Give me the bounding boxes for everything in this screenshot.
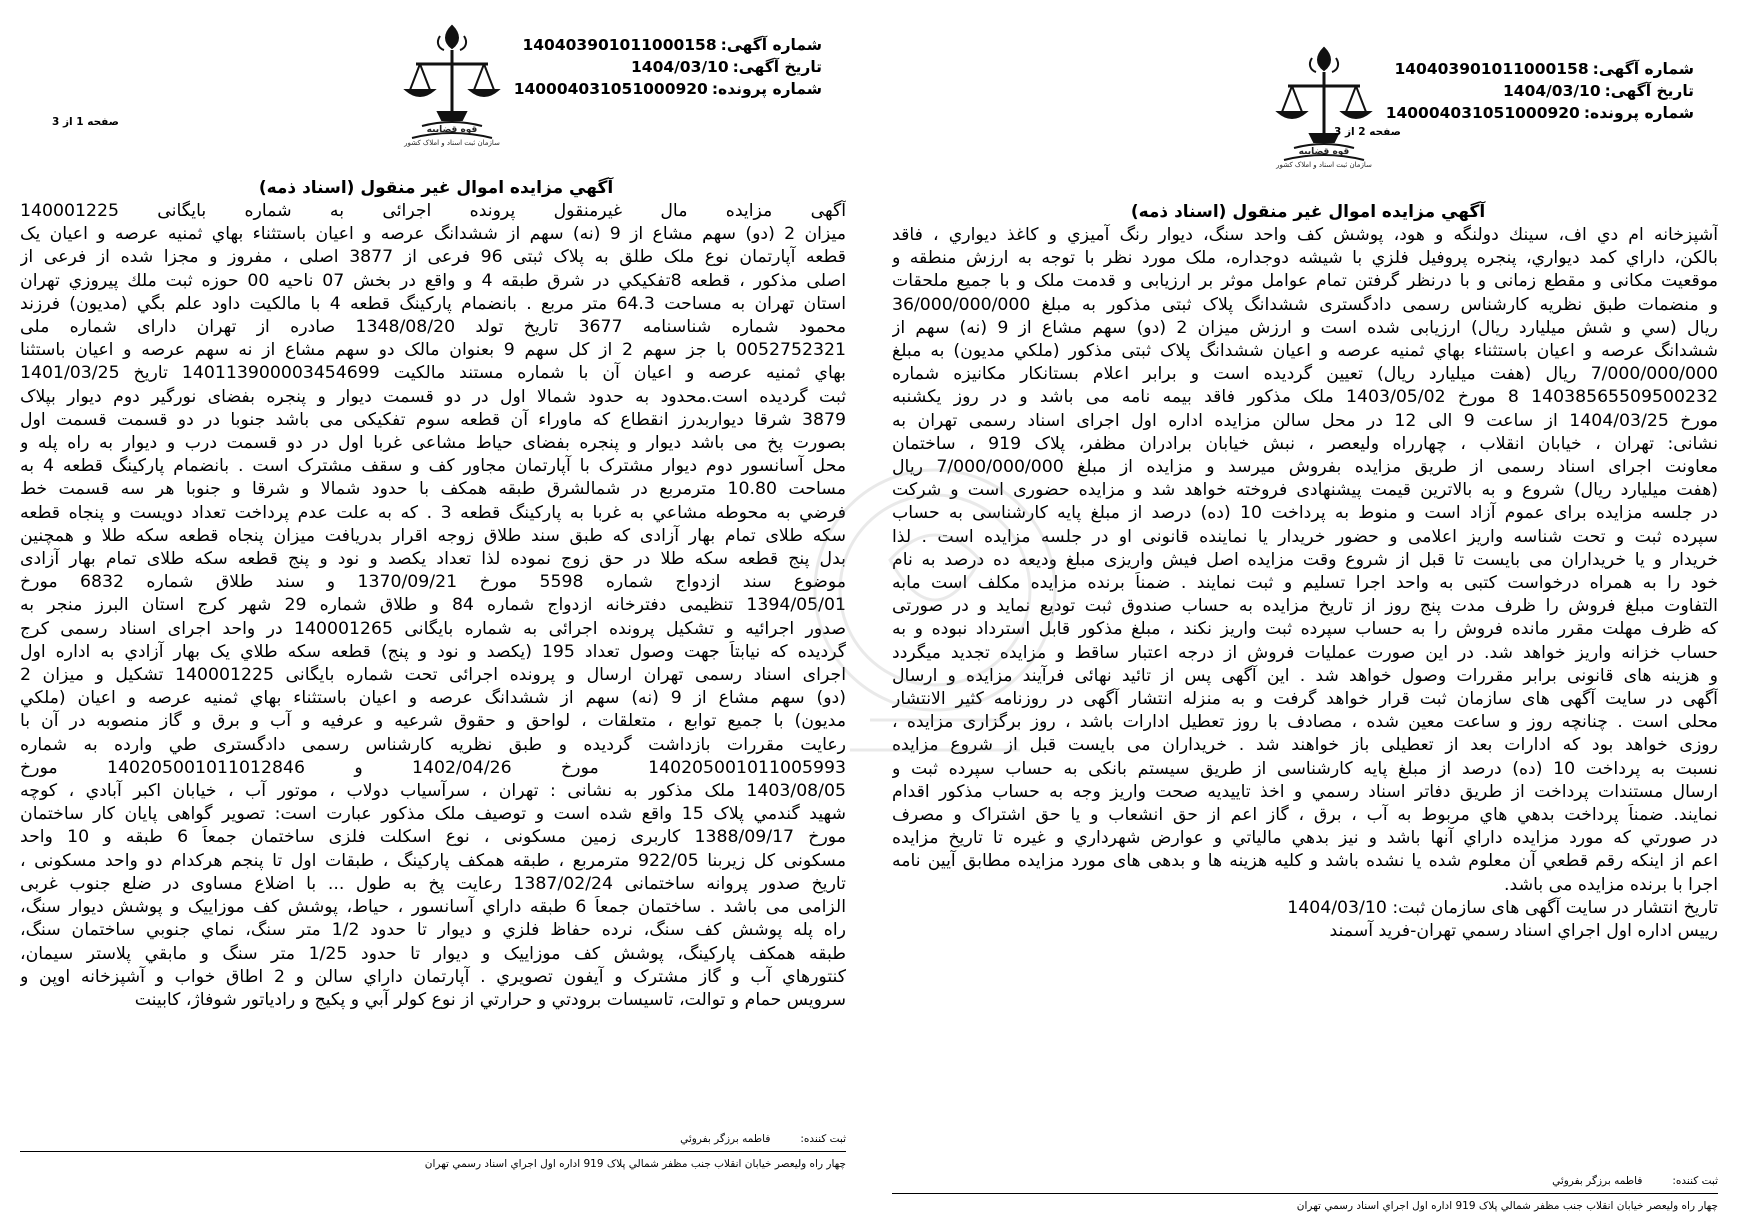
- body-line: موقعیت مکانی و مقطع زمانی و با درنظر گرفتن تمام عوامل موثر بر ارزیابی و قدمت ملک و با جمیع ملحقات: [892, 271, 1718, 292]
- body-line: محمود شماره شناسنامه 3677 تاریخ تولد 1348/08/20 صادره از تهران دارای شماره ملی: [20, 317, 846, 338]
- office-address: چهار راه ولیعصر خیابان انقلاب جنب مظفر شمالي پلاک 919 اداره اول اجراي اسناد رسمي تهران: [424, 1158, 846, 1170]
- body-line: آگهی مزایده مال غیرمنقول پرونده اجرائی به شماره بایگانی 140001225: [20, 201, 846, 221]
- body-line: بدل پنج قطعه سکه طلا در حق زوج نموده لذا تعداد یکصد و نود و پنج قطعه سکه طلای تمام بهار آزادی: [20, 549, 846, 570]
- body-line: سکه طلای تمام بهار آزادی که طبق سند طلاق زوجه اقرار بدریافت میزان پنجاه قطعه سکه طلا و همچنین: [20, 525, 846, 546]
- body-line: اجرا با برنده مزایده می باشد.: [1504, 874, 1718, 895]
- body-line: بالكن، داراي كمد دیواري، پنجره پروفیل فلزي با شیشه دوجداره، ملک مورد نظر با توجه به ارزش منطقه و: [892, 248, 1718, 269]
- registrar-row: [892, 1172, 1718, 1190]
- body-line: آگهی در سایت آگهی های سازمان ثبت قرار خواهد گرفت و به منزله انتشار آگهی در روزنامه کثیر الانتشار: [892, 689, 1718, 710]
- registrar-name: فاطمه برزگر بفروئي: [1552, 1175, 1643, 1187]
- body-line: 1394/05/01 تنظیمی دفترخانه ازدواج شماره 84 و طلاق شماره 29 شهر کرج استان البرز منجر به: [20, 595, 846, 616]
- judiciary-emblem-icon: [392, 20, 512, 148]
- body-line: صدور اجرائیه و تشکیل پرونده اجرائی به شماره بایگانی 140001265 در واحد اجرای اسناد رسمی کرج: [20, 618, 846, 639]
- body-line: در صورتي که مورد مزایده داراي آنها باشد و نیز بدهي مالیاتي و عوارض شهرداري و غیره تا تاریخ مزایده: [892, 828, 1718, 849]
- svg-text:سازمان ثبت اسناد و املاک کشور: سازمان ثبت اسناد و املاک کشور: [404, 139, 500, 147]
- body-line: مساحت 10.80 مترمربع در شمالشرق طبقه همکف با حدود شمالا و شرقا و جنوبا هر سه قسمت خط: [20, 479, 846, 500]
- signature-line: رییس اداره اول اجراي اسناد رسمي تهران-فرید آسمند: [1329, 921, 1718, 942]
- footer-divider: [892, 1193, 1718, 1194]
- body-line: ارسال مستندات پرداخت از طریق دفاتر اسناد رسمي و اخذ تاییدیه صحت واریز وجه به حساب مذکور اقدام: [892, 781, 1718, 802]
- body-line: اصلی مذکور ، قطعه 8تفکیکي در شرق طبقه 4 و واقع در بخش 07 ناحیه 00 حوزه ثبت ملك پیروزي تهران: [20, 270, 846, 291]
- body-line: نمایند. ضمناً پرداخت بدهي هاي مربوط به آب ، برق ، گاز اعم از حق انشعاب و یا حق اشتراک و مصرف: [892, 805, 1718, 826]
- body-line: شهید گندمي پلاک 15 واقع شده است و توصیف ملک مذکور عبارت است: تصویر گواهی پایان کار ساختمان: [20, 804, 846, 825]
- body-line: خریدار و یا خریداران می بایست تا قبل از شروع وقت مزایده اصل فیش واریزی مبلغ ودیعه ده درصد به نام: [892, 549, 1718, 570]
- body-line: (هفت میلیارد ریال) شروع و به بالاترین قیمت پیشنهادی فروخته خواهد شد و مزایده حضوری است و شرکت: [892, 480, 1718, 501]
- ad-meta: [1386, 58, 1694, 124]
- body-line: گردیده که نیابتاً جهت وصول تعداد 195 (یکصد و نود و پنج) قطعه سکه طلاي یک بهار آزادي به اداره اول: [20, 641, 846, 662]
- svg-text:قوه قضاییه: قوه قضاییه: [426, 125, 478, 135]
- file-number: 140004031051000920: [513, 80, 708, 98]
- body-line: 0052752321 با جز سهم 2 از کل سهم 9 بعنوان مالک دو سهم مشاع از نه سهم عرصه و اعیان باستثنا: [20, 340, 846, 361]
- registrar-label: ثبت کننده:: [1672, 1175, 1718, 1187]
- body-line: موضوع سند ازدواج شماره 5598 مورخ 1370/09/21 و سند طلاق شماره 6832 مورخ: [20, 572, 846, 593]
- body-line: تاریخ صدور پروانه ساختمانی 1387/02/24 رعایت پخ به طول ... با اضلاع مساوی در ضلع جنوب غربی: [20, 873, 846, 894]
- body-line: که ظرف مهلت مقرر مانده فروش را به حساب سپرده ثبت واریز نکند ، مبلغ مذکور قابل استرداد نبوده و به: [892, 619, 1718, 640]
- body-line: و منضمات طبق نظریه کارشناس رسمی دادگستری ششدانگ پلاک ثبتی مذکور به مبلغ 36/000/000/000: [892, 294, 1718, 315]
- body-line: مسکونی کل زیربنا 922/05 مترمربع ، طبقه همکف پارکینگ ، طبقات اول تا پنجم هرکدام دو واحد مسکونی ،: [20, 850, 846, 871]
- file-number-label: شماره پرونده:: [1583, 104, 1694, 122]
- body-line: نشانی: تهران ، خیابان انقلاب ، چهارراه ولیعصر ، نبش خیابان برادران مظفر، پلاک 919 ، ساختمان: [892, 433, 1718, 454]
- body-line: ریال (سي و شش میلیارد ریال) ارزیابی شده است و ارزش میزان 2 (دو) سهم مشاع از 9 (نه) سهم از: [892, 317, 1718, 338]
- ad-date: 1404/03/10: [1503, 82, 1601, 100]
- page-footer: [892, 1172, 1718, 1215]
- body-line: روزی خواهد بود که ادارات بعد از تعطیلی باز خواهند شد . خریداران می بایست قبل از شروع مزایده: [892, 735, 1718, 756]
- watermark-seal-icon: [770, 420, 1100, 820]
- body-line: محل آسانسور دوم دیوار مشترک با آپارتمان مجاور کف و سقف مشترک است . بانضمام پارکینگ قطعه 4 به: [20, 456, 846, 477]
- body-line: 140205001011005993 مورخ 1402/04/26 و 140205001011012846 مورخ: [20, 757, 846, 778]
- body-line: در جلسه مزایده برای عموم آزاد است و منوط به پرداخت 10 (ده) درصد از مبلغ پایه کارشناسی به حساب: [892, 503, 1718, 524]
- body-line: 1403/08/05 ملک مذکور به نشانی : تهران ، سرآسیاب دولاب ، موتور آب ، خیابان اکبر آبادي ، کوچه: [20, 781, 846, 802]
- ad-number-label: شماره آگهی:: [1592, 60, 1694, 78]
- body-line: (دو) سهم مشاع از 9 (نه) سهم از ششدانگ عرصه و اعیان باستثناء بهاي ثمنیه عرصه و اعیان (ملکي: [20, 688, 846, 709]
- ad-date-label: تاریخ آگهی:: [732, 58, 822, 76]
- ad-date-label: تاریخ آگهی:: [1604, 82, 1694, 100]
- body-line: 7/000/000/000 ریال (هفت میلیارد ریال) تعیین گردیده است و برابر اعلام بستانکار مکانیزه شماره: [892, 364, 1718, 385]
- publish-date-line: تاریخ انتشار در سایت آگهی های سازمان ثبت: 1404/03/10: [1287, 897, 1718, 918]
- page-footer: [20, 1130, 846, 1173]
- registrar-label: ثبت کننده:: [800, 1133, 846, 1145]
- registrar-row: [20, 1130, 846, 1148]
- footer-divider: [20, 1151, 846, 1152]
- ad-number: 140403901011000158: [1394, 60, 1589, 78]
- body-line: 3879 شرقا دیواربدرز انقطاع که ماوراء آن قطعه سوم تفکیکی می باشد جنوبا در دو قسمت قسمت اول: [20, 409, 846, 430]
- body-line: الزامی می باشد . ساختمان جمعاً 6 طبقه داراي آسانسور ، حیاط، پوشش کف موزاییک و پوشش دیوار سنگ،: [20, 897, 846, 918]
- body-line: میزان 2 (دو) سهم مشاع از 9 (نه) سهم از ششدانگ عرصه و اعیان باستثناء بهاي ثمنیه عرصه و اعیان یک: [20, 224, 846, 245]
- body-line: فرضي به محوطه مشاعي به غربا به پارکینگ قطعه 3 . که به علت عدم پرداخت تعداد دویست و پنجاه قطعه: [20, 502, 846, 523]
- page-header: [894, 20, 1714, 170]
- svg-text:قوه قضاییه: قوه قضاییه: [1298, 147, 1350, 157]
- ad-number-label: شماره آگهی:: [720, 36, 822, 54]
- body-line: کنتورهاي آب و گاز مشترک و آیفون تصویري . آپارتمان داراي سالن و 2 اطاق خواب و آشپزخانه اوپن و: [20, 966, 846, 987]
- body-line: محلی است . چنانچه روز و ساعت معین شده ، مصادف با روز تعطیل ادارات باشد ، روز برگزاری مزایده ،: [892, 712, 1718, 733]
- body-line: مورخ 1404/03/25 از ساعت 9 الی 12 در محل سالن مزایده اداره اول اجرای اسناد رسمی تهران به: [892, 410, 1718, 431]
- body-line: و هزینه های قانونی برابر مقررات وصول خواهد شد . این آگهی پس از تائید نهائی فرآیند مزایده و ارسال: [892, 665, 1718, 686]
- body-line: خود را به همراه درخواست کتبی به واحد اجرا تسلیم و ثبت نمایند . ضمناً برنده مزایده مکلف است مابه: [892, 573, 1718, 594]
- svg-text:سازمان ثبت اسناد و املاک کشور: سازمان ثبت اسناد و املاک کشور: [1276, 161, 1372, 169]
- document-body: [20, 200, 846, 1012]
- document-title: آگهي مزايده اموال غير منقول (اسناد ذمه): [258, 178, 614, 198]
- body-line: آشپزخانه ام دي اف، سینك دولنگه و هود، پوشش كف واحد سنگ، دیوار رنگ آمیزي و كاغذ دیواري ، فاقد: [892, 225, 1718, 245]
- page-header: [22, 20, 842, 170]
- body-line: ششدانگ عرصه و اعیان باستثناء بهاي ثمنیه عرصه و اعیان ششدانگ پلاک ثبتی مذکور (ملکي مدیون) به مبلغ: [892, 341, 1718, 362]
- body-line: مورخ 1388/09/17 کاربری زمین مسکونی ، نوع اسکلت فلزی ساختمان جمعاً 6 طبقه و 10 واحد: [20, 827, 846, 848]
- ad-meta: [514, 34, 822, 100]
- body-line: معاونت اجرای اسناد رسمی از طریق مزایده بفروش میرسد و مزایده از مبلغ 7/000/000/000 ریال: [892, 457, 1718, 478]
- body-line: التفاوت مبلغ فروش را ظرف مدت پنج روز از تاریخ مزایده به حساب صندوق ثبت تودیع نماید و در صورتی: [892, 596, 1718, 617]
- judiciary-emblem-icon: [1264, 42, 1384, 170]
- body-line: اعم از اینکه رقم قطعي آن معلوم شده یا نشده باشد و کلیه هزینه ها و بدهی های مورد مزایده مطابق آیین نامه: [892, 851, 1718, 872]
- ad-number: 140403901011000158: [522, 36, 717, 54]
- body-line: بهاي ثمنیه عرصه و اعیان آن با شماره مستند مالکیت 140113900003454699 تاریخ 1401/03/25: [20, 363, 846, 384]
- registrar-name: فاطمه برزگر بفروئي: [680, 1133, 771, 1145]
- body-line: 14038565509500232 8 مورخ 1403/05/02 ملک مذکور فاقد بیمه نامه می باشد و در روز یکشنبه: [892, 387, 1718, 408]
- body-line: نسبت به پرداخت 10 (ده) درصد از مبلغ پایه کارشناسی از طریق سیستم بانکی به حساب سپرده ثبت و: [892, 758, 1718, 779]
- file-number: 140004031051000920: [1385, 104, 1580, 122]
- body-line: بصورت پخ می باشد دیوار و پنجره بفضای حیاط مشاعی غربا اول در دو قسمت درب و دیوار به راه پله و: [20, 433, 846, 454]
- page-number: صفحه 2 از 3: [1334, 126, 1401, 138]
- office-address: چهار راه ولیعصر خیابان انقلاب جنب مظفر شمالي پلاک 919 اداره اول اجراي اسناد رسمي تهران: [1296, 1200, 1718, 1212]
- ad-date: 1404/03/10: [631, 58, 729, 76]
- body-line: استان تهران به مساحت 64.3 متر مربع . بانضمام پارکینگ قطعه 4 با مالکیت داود علم بگي (مدیون) فرزند: [20, 293, 846, 314]
- body-line: ثبت گردیده است.محدود به حدود شمالا اول در دو قسمت دیوار و پنجره بفضای نورگیر دوم دیوار بپلاک: [20, 386, 846, 407]
- body-line: سپرده ثبت و تحت شناسه واریز اعلامی و حضور خریدار یا نماینده قانونی او در جلسه مزایده است . لذا: [892, 526, 1718, 547]
- body-line: سرویس حمام و توالت، تاسیسات برودتي و حرارتي از نوع کولر آبي و پکیج و رادیاتور شوفاژ، کابینت: [134, 989, 846, 1010]
- body-line: راه پله پوشش کف سنگ، نرده حفاظ فلزي و دیوار تا حدود 1/2 متر سنگ، نماي جنوبي ساختمان سنگ،: [20, 920, 846, 941]
- page-number: صفحه 1 از 3: [52, 116, 119, 128]
- body-line: قطعه آپارتمان نوع ملک طلق به پلاک ثبتی 96 فرعی از 3877 اصلی ، مفروز و مجزا شده از فرعی از: [20, 247, 846, 268]
- body-line: مدیون) با جمیع توابع ، متعلقات ، لواحق و حقوق شرعیه و عرفیه و آب و برق و گاز منصوبه در آن با: [20, 711, 846, 732]
- body-line: طبقه همکف پارکینگ، پوشش کف موزاییک و دیوار تا حدود 1/25 متر سنگ و مابقي پلاستر سیمان،: [20, 943, 846, 964]
- body-line: اجرای اسناد رسمی تهران ارسال و پرونده اجرائی تحت شماره بایگانی 140001225 تشکیل و میزان 2: [20, 665, 846, 686]
- document-title: آگهي مزايده اموال غير منقول (اسناد ذمه): [1130, 202, 1486, 222]
- file-number-label: شماره پرونده:: [711, 80, 822, 98]
- body-line: رعایت مقررات بازداشت گردیده و طبق نظریه کارشناس رسمی دادگستری طي وارده به شماره: [20, 734, 846, 755]
- body-line: حساب خزانه واریز خواهد شد. در این صورت عملیات فروش از درجه اعتبار ساقط و مزایده تجدید میگردد: [892, 642, 1718, 663]
